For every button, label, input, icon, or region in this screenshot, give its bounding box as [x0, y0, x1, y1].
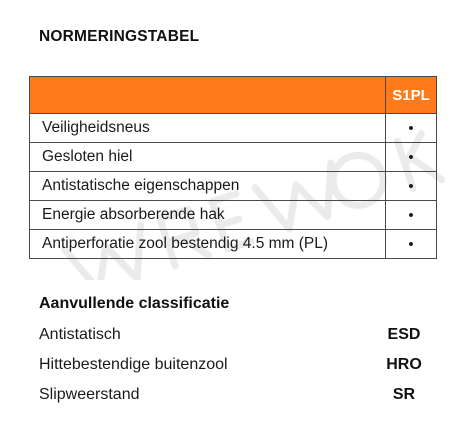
norm-row-mark: •	[386, 143, 437, 172]
classification-label: Antistatisch	[39, 326, 121, 343]
page-title: NORMERINGSTABEL	[39, 28, 200, 45]
norm-row-label: Antistatische eigenschappen	[30, 172, 386, 201]
norm-table	[29, 76, 437, 259]
classification-code: SR	[392, 386, 416, 403]
norm-row-label: Veiligheidsneus	[30, 114, 386, 143]
classification-label: Slipweerstand	[39, 386, 140, 403]
norm-row-mark: •	[386, 114, 437, 143]
table-row	[30, 172, 437, 201]
classification-label: Hittebestendige buitenzool	[39, 356, 228, 373]
norm-row-mark: •	[386, 201, 437, 230]
norm-row-label: Energie absorberende hak	[30, 201, 386, 230]
table-row	[30, 143, 437, 172]
classification-code: HRO	[386, 356, 422, 373]
table-row	[30, 230, 437, 259]
list-item	[39, 322, 429, 352]
table-row	[30, 201, 437, 230]
norm-table-header-label-cell	[30, 77, 386, 114]
table-row	[30, 114, 437, 143]
list-item	[39, 382, 429, 412]
norm-code-header: S1PL	[386, 77, 437, 114]
norm-row-mark: •	[386, 230, 437, 259]
list-item	[39, 352, 429, 382]
norm-row-mark: •	[386, 172, 437, 201]
classification-title: Aanvullende classificatie	[39, 295, 230, 312]
norm-table-header-row	[30, 77, 437, 114]
classification-list	[39, 322, 429, 412]
classification-code: ESD	[387, 326, 421, 343]
norm-row-label: Antiperforatie zool bestendig 4.5 mm (PL)	[30, 230, 386, 259]
norm-row-label: Gesloten hiel	[30, 143, 386, 172]
